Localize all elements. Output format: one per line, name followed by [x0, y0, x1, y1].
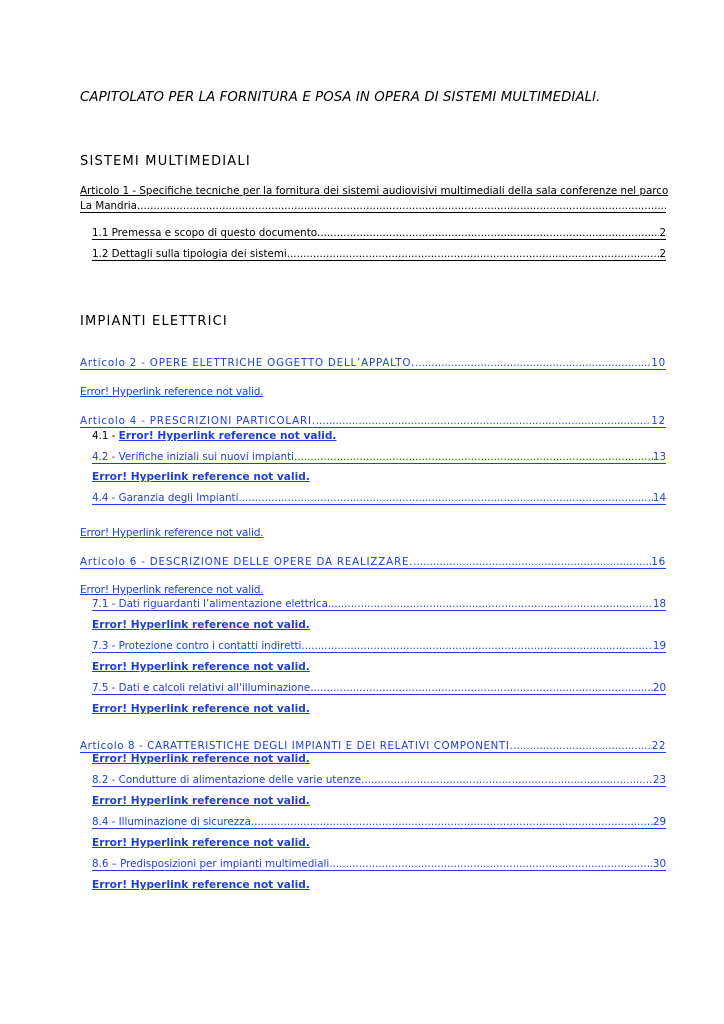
toc-article-6[interactable]: Articolo 6 - DESCRIZIONE DELLE OPERE DA REALIZZARE. ..... 16: [80, 556, 666, 569]
toc-error-link-8-1[interactable]: Error! Hyperlink reference not valid.: [92, 753, 310, 765]
dot-leader: [294, 451, 653, 463]
toc-item-4-4[interactable]: 4.4 - Garanzia degli Impianti. ..... 14: [92, 492, 666, 505]
dot-leader: [317, 227, 659, 239]
toc-error-link-8-3[interactable]: Error! Hyperlink reference not valid.: [92, 795, 310, 807]
toc-error-link-article-5[interactable]: Error! Hyperlink reference not valid.: [80, 527, 264, 539]
toc-error-link-7-4[interactable]: Error! Hyperlink reference not valid.: [92, 661, 310, 673]
section-heading-impianti: IMPIANTI ELETTRICI: [80, 314, 228, 329]
dot-leader: [513, 740, 651, 752]
dot-leader: [301, 640, 653, 652]
toc-item-8-4[interactable]: 8.4 - Illuminazione di sicurezza. ..... 29: [92, 816, 666, 829]
dot-leader: [242, 492, 653, 504]
dot-leader: [333, 858, 653, 870]
toc-error-link-8-5[interactable]: Error! Hyperlink reference not valid.: [92, 837, 310, 849]
dot-leader: [254, 816, 653, 828]
toc-article-1-line2[interactable]: La Mandria. .....: [80, 200, 666, 213]
toc-article-4[interactable]: Articolo 4 - PRESCRIZIONI PARTICOLARI. ..... 12: [80, 415, 666, 428]
toc-item-7-5[interactable]: 7.5 - Dati e calcoli relativi all'illuminazione. ..... 20: [92, 682, 666, 695]
dot-leader: [140, 200, 666, 212]
section-heading-sistemi: SISTEMI MULTIMEDIALI: [80, 154, 251, 169]
dot-leader: [287, 248, 660, 260]
dot-leader: [316, 415, 651, 427]
toc-error-link-8-7[interactable]: Error! Hyperlink reference not valid.: [92, 879, 310, 891]
toc-error-link-article-3[interactable]: Error! Hyperlink reference not valid.: [80, 386, 264, 398]
dot-leader: [313, 682, 652, 694]
toc-item-8-6[interactable]: 8.6 – Predisposizioni per impianti multimediali. ..... 30: [92, 858, 666, 871]
toc-item-7-1[interactable]: 7.1 - Dati riguardanti l’alimentazione elettrica. ..... 18: [92, 598, 666, 611]
dot-leader: [413, 556, 651, 568]
toc-item-8-2[interactable]: 8.2 - Condutture di alimentazione delle varie utenze. ..... 23: [92, 774, 666, 787]
toc-item-1-2[interactable]: 1.2 Dettagli sulla tipologia dei sistemi ..... 2: [92, 248, 666, 261]
toc-item-4-1[interactable]: 4.1 - Error! Hyperlink reference not valid.: [92, 430, 337, 442]
toc-article-8[interactable]: Articolo 8 - CARATTERISTICHE DEGLI IMPIANTI E DEI RELATIVI COMPONENTI. ..... 22: [80, 740, 666, 753]
dot-leader: [331, 598, 653, 610]
toc-item-7-3[interactable]: 7.3 - Protezione contro i contatti indiretti ..... 19: [92, 640, 666, 653]
toc-error-link-4-3[interactable]: Error! Hyperlink reference not valid.: [92, 471, 310, 483]
toc-error-link-7-6[interactable]: Error! Hyperlink reference not valid.: [92, 703, 310, 715]
toc-item-4-2[interactable]: 4.2 - Verifiche iniziali sui nuovi impianti ..... 13: [92, 451, 666, 464]
document-title: CAPITOLATO PER LA FORNITURA E POSA IN OPERA DI SISTEMI MULTIMEDIALI.: [80, 90, 601, 105]
dot-leader: [415, 357, 651, 369]
toc-error-link-7-2[interactable]: Error! Hyperlink reference not valid.: [92, 619, 310, 631]
dot-leader: [364, 774, 653, 786]
toc-item-1-1[interactable]: 1.1 Premessa e scopo di questo documento ..... 2: [92, 227, 666, 240]
toc-article-1-line1[interactable]: Articolo 1 - Specifiche tecniche per la fornitura dei sistemi audiovisivi multimediali della sala conferenze nel parco: [80, 185, 669, 197]
toc-article-2[interactable]: Articolo 2 - OPERE ELETTRICHE OGGETTO DELL’APPALTO. ..... 10: [80, 357, 666, 370]
toc-error-link-article-7[interactable]: Error! Hyperlink reference not valid.: [80, 584, 264, 596]
